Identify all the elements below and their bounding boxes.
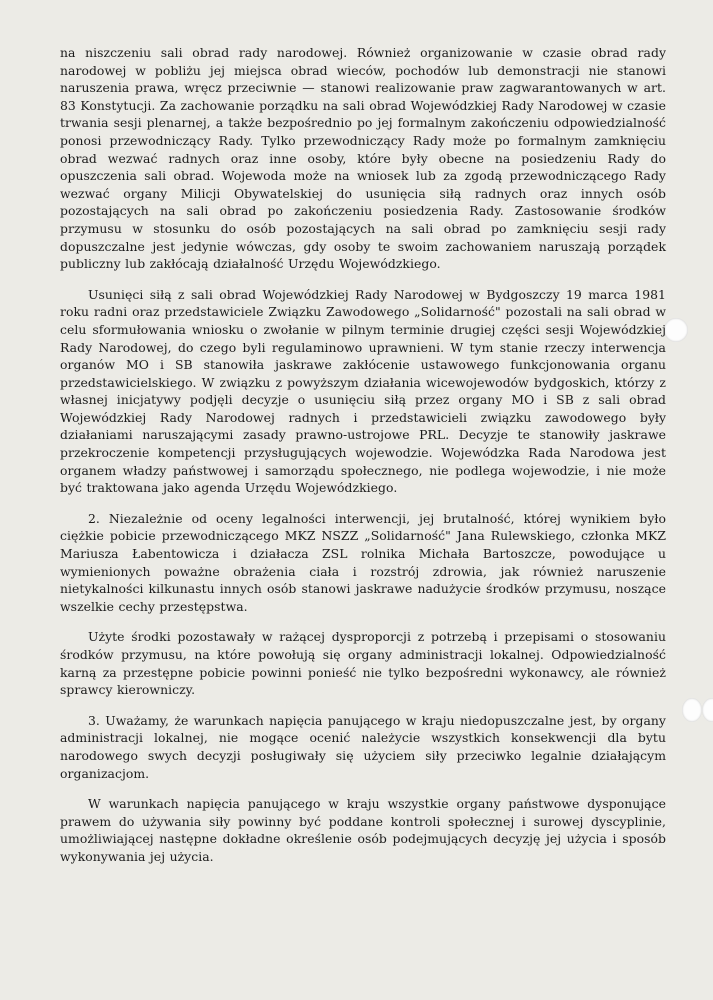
- document-body: [60, 44, 666, 879]
- paragraph-3: 2. Niezależnie od oceny legalności interwencji, jej brutalność, której wynikiem było ciężkie pobicie przewodniczącego MKZ NSZZ „Solidarność" Jana Rulewskiego, członka MKZ Mariusza Łabentowicza i działacza ZSL rolnika Michała Bartoszcze, powodujące u wymienionych poważne obrażenia ciała i rozstrój zdrowia, jak również naruszenie nietykalności kilkunastu innych osób stanowi jaskrawe nadużycie środków przymusu, noszące wszelkie cechy przestępstwa.: [60, 510, 666, 614]
- punch-hole-bottom-right: [702, 698, 713, 722]
- punch-hole-bottom-left: [682, 698, 702, 722]
- paragraph-6: W warunkach napięcia panującego w kraju wszystkie organy państwowe dysponujące prawem do używania siły powinny być poddane kontroli społecznej i surowej dyscyplinie, umożliwiającej następne dokładne określenie osób podejmujących decyzję jej użycia i sposób wykonywania jej użycia.: [60, 796, 666, 864]
- punch-hole-top: [664, 318, 688, 342]
- paragraph-4: Użyte środki pozostawały w rażącej dysproporcji z potrzebą i przepisami o stosowaniu środków przymusu, na które powołują się organy administracji lokalnej. Odpowiedzialność karną za przestępne pobicie powinni ponieść nie tylko bezpośredni wykonawcy, ale również sprawcy kierowniczy.: [60, 629, 666, 698]
- paragraph-2: Usunięci siłą z sali obrad Wojewódzkiej Rady Narodowej w Bydgoszczy 19 marca 1981 roku radni oraz przedstawiciele Związku Zawodowego „Solidarność" pozostali na sali obrad w celu sformułowania wniosku o zwołanie w pilnym terminie drugiej części sesji Wojewódzkiej Rady Narodowej, do czego byli regulaminowo uprawnieni. W tym stanie rzeczy interwencja organów MO i SB stanowiła jaskrawe zakłócenie ustawowego funkcjonowania organu przedstawicielskiego. W związku z powyższym działania wicewojewodów bydgoskich, którzy z własnej inicjatywy podjęli decyzje o usunięciu siłą przez organy MO i SB z sali obrad Wojewódzkiej Rady Narodowej radnych i przedstawicieli związku zawodowego były działaniami naruszającymi zasady prawno-ustrojowe PRL. Decyzje te stanowiły jaskrawe przekroczenie kompetencji przysługujących wojewodzie. Wojewódzka Rada Narodowa jest organem władzy państwowej i samorządu społecznego, nie podlega wojewodzie, i nie może być traktowana jako agenda Urzędu Wojewódzkiego.: [60, 286, 666, 496]
- paragraph-1: na niszczeniu sali obrad rady narodowej. Również organizowanie w czasie obrad rady narodowej w pobliżu jej miejsca obrad wieców, pochodów lub demonstracji nie stanowi naruszenia prawa, wręcz przeciwnie — stanowi realizowanie praw zagwarantowanych w art. 83 Konstytucji. Za zachowanie porządku na sali obrad Wojewódzkiej Rady Narodowej w czasie trwania sesji plenarnej, a także bezpośrednio po jej formalnym zakończeniu odpowiedzialność ponosi przewodniczący Rady. Tylko przewodniczący Rady może po formalnym zamknięciu obrad wezwać radnych oraz inne osoby, które były obecne na posiedzeniu Rady do opuszczenia sali obrad. Wojewoda może na wniosek lub za zgodą przewodniczącego Rady wezwać organy Milicji Obywatelskiej do usunięcia siłą radnych oraz innych osób pozostających na sali obrad po zakończeniu posiedzenia Rady. Zastosowanie środków przymusu w stosunku do osób pozostających na sali obrad po zamknięciu sesji rady dopuszczalne jest jedynie wówczas, gdy osoby te swoim zachowaniem naruszają porządek publiczny lub zakłócają działalność Urzędu Wojewódzkiego.: [60, 45, 666, 272]
- paragraph-5: 3. Uważamy, że warunkach napięcia panującego w kraju niedopuszczalne jest, by organy administracji lokalnej, nie mogące ocenić należycie wszystkich konsekwencji dla bytu narodowego swych decyzji posługiwały się użyciem siły przeciwko legalnie działającym organizacjom.: [60, 712, 666, 781]
